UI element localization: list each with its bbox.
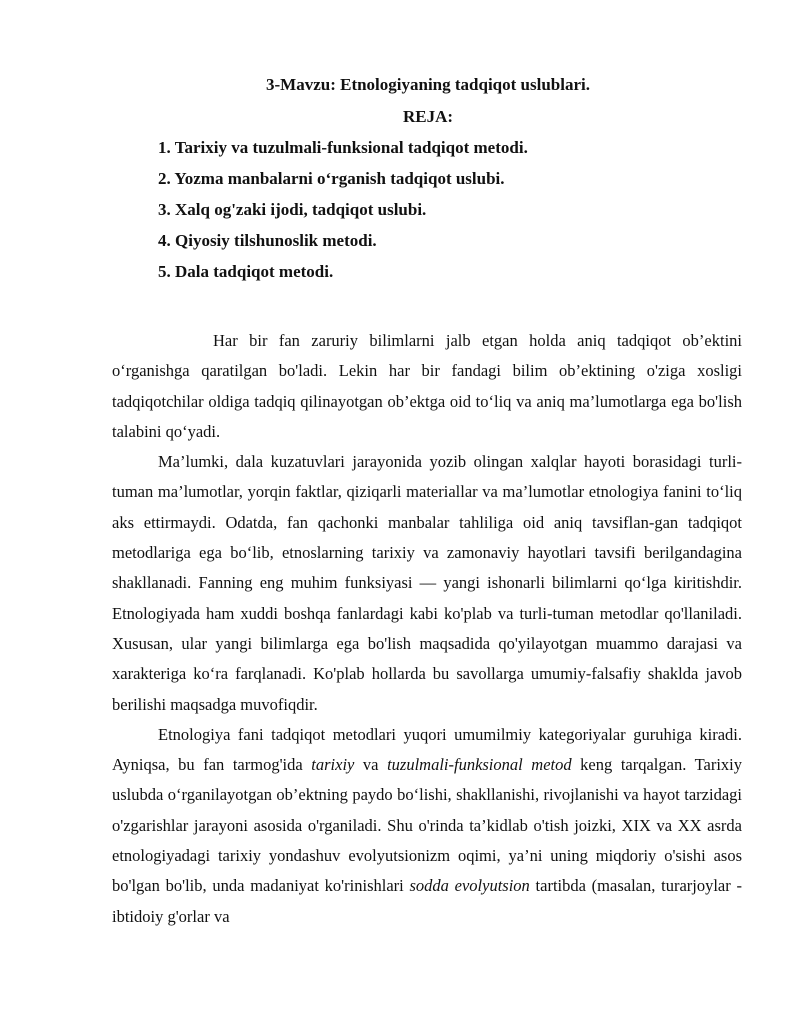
plan-item: 4. Qiyosiy tilshunoslik metodi. — [158, 231, 377, 250]
plan-list — [158, 137, 528, 292]
emphasis-tarixiy: tarixiy — [311, 755, 355, 775]
plan-item: 1. Tarixiy va tuzulmali-funksional tadqiqot metodi. — [158, 138, 528, 157]
paragraph-1: Har bir fan zaruriy bilimlarni jalb etgan holda aniq tadqiqot ob’ektini o‘rganishga qaratilgan bo'ladi. Lekin har bir fandagi bilim ob’ektining o'ziga xosligi tadqiqotchilar oldiga tadqiq qilinayotgan ob’ektga oid to‘liq va aniq ma’lumotlarga ega bo'lish talabini qo‘yadi. — [112, 331, 742, 441]
paragraph-3-text: keng tarqalgan. Tarixiy uslubda o‘rganilayotgan ob’ektning paydo bo‘lishi, shakllanishi, rivojlanishi va hayot tarzidagi o'zgarishlar jarayoni asosida o'rganiladi. Shu o'rinda ta’kidlab o'tish joizki, XIX va XX asrda etnologiyadagi tarixiy yondashuv evolyutsionizm oqimi, ya’ni uning miqdoriy o'sishi asos bo'lgan bo'lib, unda madaniyat ko'rinishlari — [112, 755, 743, 896]
paragraph-3-text: Etnologiya fani tadqiqot metodlari yuqori umumilmiy kategoriyalar guruhiga kiradi. Ayniqsa, bu fan tarmog'ida — [112, 724, 742, 775]
plan-item: 2. Yozma manbalarni o‘rganish tadqiqot uslubi. — [158, 169, 505, 188]
emphasis-tuzulmali-funksional: tuzulmali-funksional metod — [387, 755, 572, 775]
paragraph-2: Ma’lumki, dala kuzatuvlari jarayonida yozib olingan xalqlar hayoti borasidagi turli-tuman ma’lumotlar, yorqin faktlar, qiziqarli materiallar va ma’lumotlar etnologiya fanini to‘liq aks ettirmaydi. Odatda, fan qachonki manbalar tahliliga oid aniq tavsiflan-gan tadqiqot metodlariga ega bo‘lib, etnoslarning tarixiy va zamonaviy hayotlari tavsifi berilgandagina shakllanadi. Fanning eng muhim funksiyasi — yangi ishonarli bilimlarni qo‘lga kiritishdir. Etnologiyada ham xuddi boshqa fanlardagi kabi ko'plab va turli-tuman metodlar qo'llaniladi. Xususan, ular yangi bilimlarga ega bo'lish maqsadida qo'yilayotgan muammo darajasi va xarakteriga ko‘ra farqlanadi. Ko'plab hollarda bu savollarga umumiy-falsafiy shaklda javob berilishi maqsadga muvofiqdir. — [112, 452, 742, 714]
plan-heading: REJA: — [402, 107, 454, 126]
plan-item: 3. Xalq og'zaki ijodi, tadqiqot uslubi. — [158, 200, 427, 219]
paragraph-3-text: va — [354, 755, 388, 775]
plan-item: 5. Dala tadqiqot metodi. — [158, 262, 334, 281]
emphasis-sodda-evolyutsion: sodda evolyutsion — [409, 876, 530, 896]
body-text — [112, 326, 742, 932]
paragraph-3 — [112, 720, 742, 932]
document-title: 3-Mavzu: Etnologiyaning tadqiqot uslublari. — [265, 75, 590, 94]
paragraph-3-text: tartibda (masalan, turarjoylar - ibtidoiy g'orlar va — [112, 876, 742, 926]
